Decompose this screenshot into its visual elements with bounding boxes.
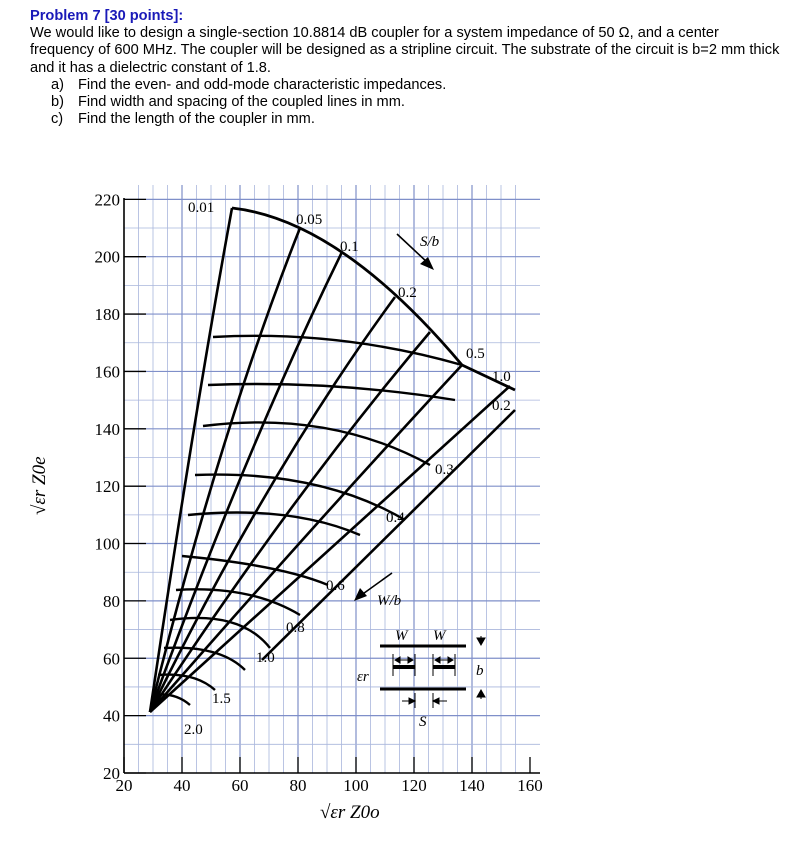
w-label-0.8: 0.8 <box>286 620 305 636</box>
s-label-0.5: 0.5 <box>466 346 485 362</box>
y-tick-label: 180 <box>94 305 120 325</box>
strip-left <box>393 665 415 669</box>
y-tick-label: 200 <box>94 247 120 267</box>
s-label-0.2: 0.2 <box>398 285 417 301</box>
y-tick-label: 140 <box>94 419 120 439</box>
y-tick-label: 40 <box>103 706 120 726</box>
w-label-0.6: 0.6 <box>326 578 345 594</box>
x-tick-label: 40 <box>173 776 191 795</box>
question-text: Find width and spacing of the coupled lines in mm. <box>78 94 405 111</box>
s-over-b-curve <box>150 252 342 712</box>
s-over-b-label: S/b <box>420 234 440 250</box>
w-label-1.5: 1.5 <box>212 691 231 707</box>
s-label-0.1: 0.1 <box>340 239 359 255</box>
x-tick-label: 160 <box>517 776 543 795</box>
y-axis-title: √εr Z0e <box>29 456 50 515</box>
strip-right <box>433 665 455 669</box>
s-over-b-arrow-head <box>420 257 434 270</box>
curve-labels <box>184 200 511 738</box>
question-label: a) <box>51 76 64 93</box>
x-tick-label: 100 <box>343 776 369 795</box>
chart-axes <box>95 190 543 795</box>
inset-s: S <box>419 714 427 730</box>
x-tick-label: 60 <box>231 776 249 795</box>
y-tick-label: 120 <box>94 477 120 497</box>
s-label-1.0: 1.0 <box>492 369 511 385</box>
y-tick-label: 60 <box>103 649 120 669</box>
stripline-inset <box>357 628 485 730</box>
inset-w-right: W <box>433 628 446 644</box>
problem-title: Problem 7 [30 points]: <box>30 8 184 24</box>
inset-er: εr <box>357 669 369 685</box>
question-label: b) <box>51 94 64 111</box>
s-over-b-curve <box>150 386 510 712</box>
w-over-b-curve <box>208 384 455 400</box>
chart-curves <box>150 208 515 712</box>
x-tick-label: 80 <box>289 776 307 795</box>
inset-b: b <box>476 663 484 679</box>
problem-body: We would like to design a single-section 10.8814 dB coupler for a system impedance of 50 Ω, and a center frequency of 600 MHz. The coupler will be designed as a stripline circuit. The substrate of the circuit is b=2 mm thick and it has a dielectric constant of 1.8. <box>30 25 780 76</box>
y-tick-label: 20 <box>103 764 120 783</box>
x-tick-label: 140 <box>459 776 485 795</box>
s-label-0.05: 0.05 <box>296 212 323 228</box>
y-tick-label: 220 <box>94 190 120 210</box>
w-label-0.4: 0.4 <box>386 510 405 526</box>
direction-arrows <box>354 234 440 609</box>
s-label-0.01: 0.01 <box>188 200 215 216</box>
w-label-1.0: 1.0 <box>256 650 275 666</box>
s-over-b-curve <box>150 228 300 712</box>
x-axis-title: √εr Z0o <box>320 802 380 823</box>
y-tick-label: 100 <box>94 534 120 554</box>
question-label: c) <box>51 111 64 128</box>
w-label-2.0: 2.0 <box>184 722 203 738</box>
inset-w-left: W <box>395 628 408 644</box>
y-tick-label: 160 <box>94 362 120 382</box>
y-tick-label: 80 <box>103 591 120 611</box>
question-text: Find the length of the coupler in mm. <box>78 111 315 128</box>
w-over-b-label: W/b <box>377 593 402 609</box>
question-text: Find the even- and odd-mode characteristic impedances. <box>78 76 447 93</box>
s-label-2.0: 0.2 <box>492 398 511 414</box>
x-tick-label: 20 <box>115 776 133 795</box>
w-label-0.3: 0.3 <box>435 462 454 478</box>
x-tick-label: 120 <box>401 776 427 795</box>
